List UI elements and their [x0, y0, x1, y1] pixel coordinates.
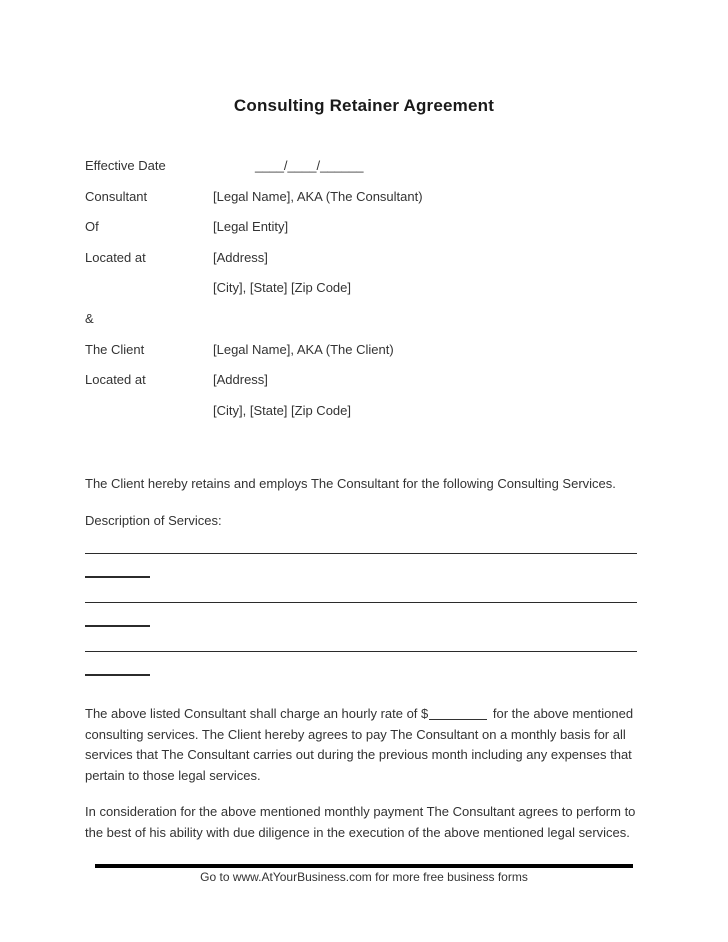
client-address-field[interactable]: [Address] [213, 372, 268, 388]
description-of-services-label: Description of Services: [85, 512, 222, 528]
form-row-consultant-city-state-zip [85, 280, 645, 311]
form-row-client-city-state-zip [85, 403, 645, 434]
blank-line-short-3[interactable] [85, 674, 150, 676]
client-city-state-zip-field[interactable]: [City], [State] [Zip Code] [213, 402, 351, 418]
client-name-field[interactable]: [Legal Name], AKA (The Client) [213, 341, 394, 357]
page-title: Consulting Retainer Agreement [233, 96, 495, 116]
form-row-ampersand [85, 311, 645, 342]
hourly-rate-paragraph [85, 704, 643, 786]
effective-date-blank-field[interactable]: ____/____/______ [255, 158, 364, 173]
blank-line-long-1[interactable] [85, 553, 637, 554]
form-row-of [85, 219, 645, 250]
form-row-consultant [85, 189, 645, 220]
form-row-effective-date [85, 158, 645, 189]
party-details-form [85, 158, 645, 433]
form-label-located-at-consultant: Located at [85, 249, 146, 265]
blank-line-short-2[interactable] [85, 625, 150, 627]
blank-line-long-2[interactable] [85, 602, 637, 603]
intro-paragraph: The Client hereby retains and employs The Consultant for the following Consulting Services. [85, 476, 616, 491]
payment-clauses-section [85, 704, 643, 843]
services-blank-lines [85, 553, 645, 676]
rate-prefix-text: The above listed Consultant shall charge an hourly rate of $ [85, 706, 429, 721]
services-intro-section [85, 474, 641, 531]
form-row-consultant-located-at [85, 250, 645, 281]
ampersand-separator: & [85, 310, 94, 326]
form-label-effective-date: Effective Date [85, 158, 166, 173]
form-row-client-located-at [85, 372, 645, 403]
footer-divider [95, 864, 633, 868]
consideration-paragraph: In consideration for the above mentioned monthly payment The Consultant agrees to perform to the best of his ability with due diligence in the execution of the above mentioned legal services. [85, 804, 636, 840]
form-label-the-client: The Client [85, 341, 145, 357]
consultant-entity-field[interactable]: [Legal Entity] [213, 219, 289, 235]
consultant-name-field[interactable]: [Legal Name], AKA (The Consultant) [213, 188, 423, 204]
form-row-client [85, 342, 645, 373]
blank-line-group-2[interactable] [85, 602, 645, 627]
blank-line-short-1[interactable] [85, 576, 150, 578]
blank-line-group-3[interactable] [85, 651, 645, 676]
hourly-rate-blank-field[interactable] [429, 719, 487, 720]
blank-line-group-1[interactable] [85, 553, 645, 578]
consultant-city-state-zip-field[interactable]: [City], [State] [Zip Code] [213, 280, 351, 296]
footer-attribution: Go to www.AtYourBusiness.com for more free business forms [200, 870, 528, 884]
form-label-consultant: Consultant [85, 188, 148, 204]
consultant-address-field[interactable]: [Address] [213, 249, 268, 265]
form-label-of: Of [85, 219, 99, 235]
rate-suffix-text: for the above mentioned consulting services. The Client hereby agrees to pay The Consultant on a monthly basis for all services that The Consultant carries out during the previous month including any expenses that pertain to those legal services. [85, 706, 634, 783]
form-label-located-at-client: Located at [85, 372, 146, 388]
blank-line-long-3[interactable] [85, 651, 637, 652]
